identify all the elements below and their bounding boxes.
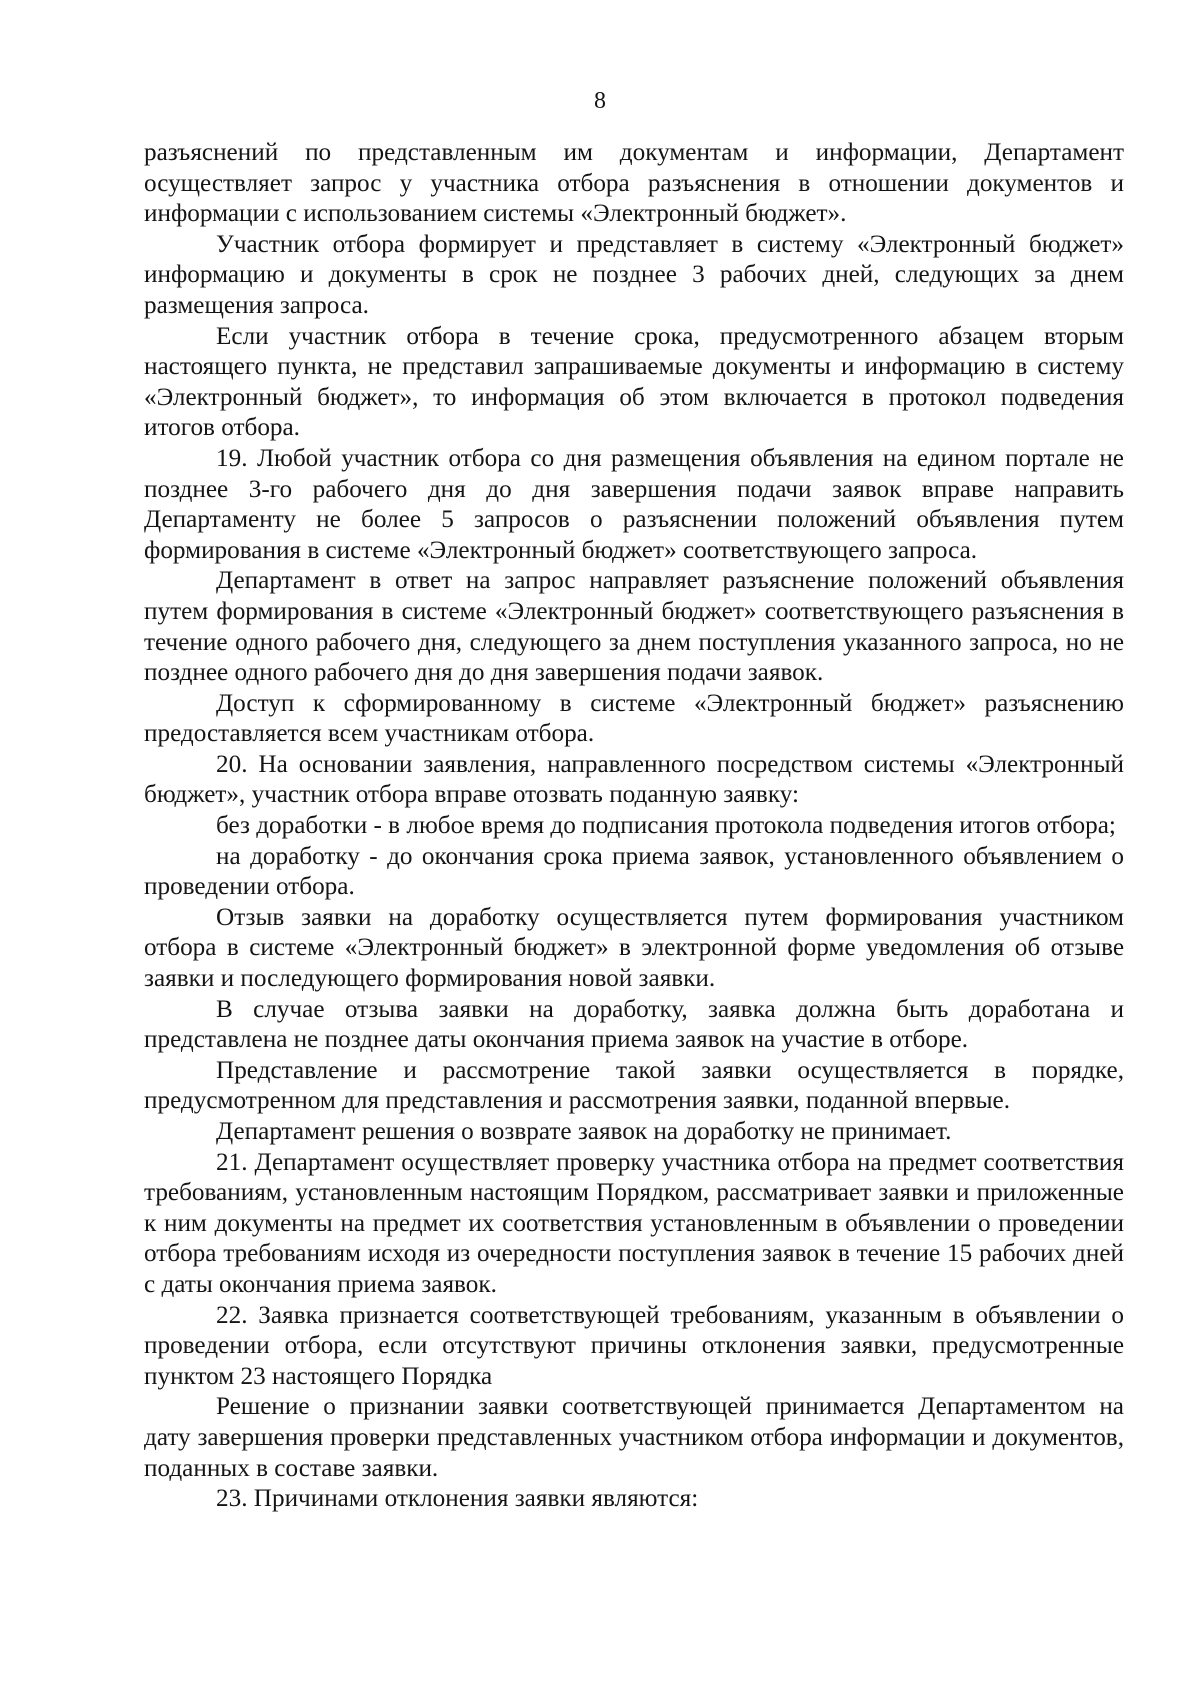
paragraph-item-21: 21. Департамент осуществляет проверку участника отбора на предмет соответствия требованиям, установленным настоящим Порядком, рассматривает заявки и приложенные к ним документы на предмет их соответствия установленным в объявлении о проведении отбора требованиям исходя из очередности поступления заявок в течение 15 рабочих дней с даты окончания приема заявок. — [144, 1148, 1124, 1298]
paragraph: Представление и рассмотрение такой заявки осуществляется в порядке, предусмотренном для представления и рассмотрения заявки, поданной впервые. — [144, 1056, 1124, 1115]
paragraph: Доступ к сформированному в системе «Электронный бюджет» разъяснению предоставляется всем участникам отбора. — [144, 689, 1124, 748]
paragraph: В случае отзыва заявки на доработку, заявка должна быть доработана и представлена не позднее даты окончания приема заявок на участие в отборе. — [144, 995, 1124, 1054]
paragraph-item-20: 20. На основании заявления, направленного посредством системы «Электронный бюджет», участник отбора вправе отозвать поданную заявку: — [144, 750, 1124, 809]
paragraph: Департамент в ответ на запрос направляет разъяснение положений объявления путем формирования в системе «Электронный бюджет» соответствующего разъяснения в течение одного рабочего дня, следующего за днем поступления указанного запроса, но не позднее одного рабочего дня до дня завершения подачи заявок. — [144, 567, 1124, 687]
paragraph-item-22: 22. Заявка признается соответствующей требованиям, указанным в объявлении о проведении отбора, если отсутствуют причины отклонения заявки, предусмотренные пунктом 23 настоящего Порядка — [144, 1301, 1124, 1390]
paragraph: на доработку - до окончания срока приема заявок, установленного объявлением о проведении отбора. — [144, 842, 1124, 901]
paragraph: Отзыв заявки на доработку осуществляется путем формирования участником отбора в системе «Электронный бюджет» в электронной форме уведомления об отзыве заявки и последующего формирования новой заявки. — [144, 903, 1124, 993]
paragraph: Если участник отбора в течение срока, предусмотренного абзацем вторым настоящего пункта, не представил запрашиваемые документы и информацию в систему «Электронный бюджет», то информация об этом включается в протокол подведения итогов отбора. — [144, 322, 1124, 442]
paragraph-item-19: 19. Любой участник отбора со дня размещения объявления на едином портале не позднее 3-го рабочего дня до дня завершения подачи заявок вправе направить Департаменту не более 5 запросов о разъяснении положений объявления путем формирования в системе «Электронный бюджет» соответствующего запроса. — [144, 444, 1124, 564]
paragraph: Участник отбора формирует и представляет в систему «Электронный бюджет» информацию и документы в срок не позднее 3 рабочих дней, следующих за днем размещения запроса. — [144, 230, 1124, 319]
paragraph-item-23: 23. Причинами отклонения заявки являются: — [216, 1485, 699, 1513]
paragraph: без доработки - в любое время до подписания протокола подведения итогов отбора; — [216, 812, 1116, 840]
page-number: 8 — [594, 88, 606, 114]
document-body — [144, 138, 1124, 1515]
paragraph-continuation: разъяснений по представленным им документам и информации, Департамент осуществляет запрос у участника отбора разъяснения в отношении документов и информации с использованием системы «Электронный бюджет». — [144, 139, 1124, 228]
paragraph: Решение о признании заявки соответствующей принимается Департаментом на дату завершения проверки представленных участником отбора информации и документов, поданных в составе заявки. — [144, 1393, 1124, 1482]
paragraph: Департамент решения о возврате заявок на доработку не принимает. — [216, 1118, 952, 1145]
